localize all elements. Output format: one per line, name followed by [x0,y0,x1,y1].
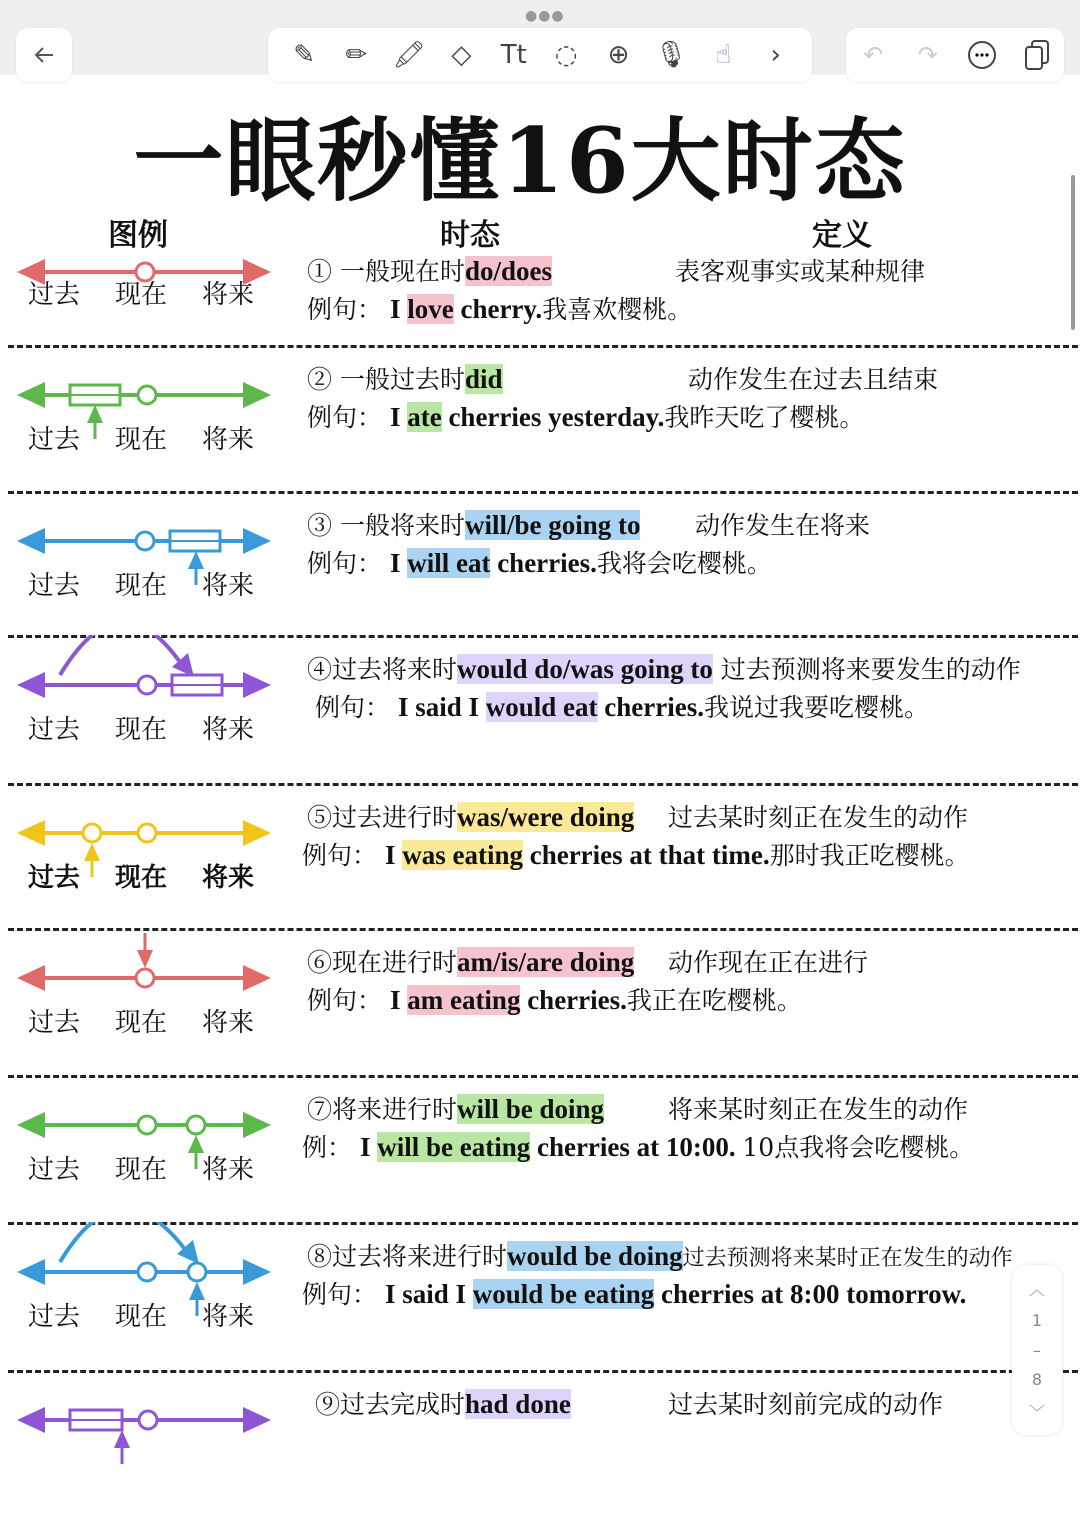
example-sentence [302,1275,966,1311]
example-text: I [384,840,403,870]
tense-name: ④过去将来时 [307,655,458,684]
scrollbar[interactable] [1071,175,1075,330]
example-text: I [389,985,408,1015]
example-text: 例句： [307,986,390,1015]
pen-icon[interactable]: ✎ [293,40,316,70]
timeline-label: 将来 [202,1008,255,1038]
page-up-icon[interactable]: ︿ [1028,1280,1045,1299]
back-button[interactable] [16,28,72,82]
arrow-right-icon [243,1112,271,1138]
timeline-label: 将来 [202,425,255,455]
tense-title [307,798,634,834]
arrow-left-icon [17,382,45,408]
tense-name: ⑦将来进行时 [307,1095,458,1124]
tense-row [0,928,1080,1074]
tense-form: will/be going to [464,510,641,540]
example-text: I [389,548,408,578]
chevron-right-icon[interactable]: › [770,40,781,70]
timeline-label: 过去 [28,571,81,601]
arrow-down-icon [137,950,153,968]
time-point [138,1116,156,1134]
example-text: cherries. [490,548,597,578]
more-icon[interactable] [964,37,1000,73]
tense-definition: 过去预测将来要发生的动作 [712,655,1021,684]
highlighter-icon[interactable]: 🖍 [392,40,426,70]
tense-form: had done [465,1389,571,1419]
timeline-diagram [0,1222,290,1368]
time-point [138,824,156,842]
example-text: 那时我正吃樱桃。 [769,841,970,870]
example-text: 例句： [315,693,398,722]
example-text: 例句： [302,841,385,870]
timeline-labels [28,857,254,894]
example-text: I [389,294,408,324]
tense-row [0,345,1080,491]
tense-title [307,650,1021,686]
redo-icon[interactable]: ↷ [917,41,938,69]
timeline-diagram [0,1370,290,1516]
arrow-right-icon [243,672,271,698]
example-text: cherries at 10:00. [530,1132,743,1162]
timeline-diagram [0,1075,290,1221]
tense-name: ③ 一般将来时 [307,511,465,540]
example-text: cherry. [453,294,543,324]
undo-icon[interactable]: ↶ [863,41,884,69]
example-text: 例句： [307,549,390,578]
timeline-labels [28,1149,254,1186]
example-text: I [359,1132,378,1162]
tense-row [0,1370,1080,1516]
timeline-labels [28,1002,254,1039]
tense-definition: 将来某时刻正在发生的动作 [668,1095,969,1124]
arc-arrow [60,635,182,675]
timeline-label: 现在 [115,1008,168,1038]
example-text: 例： [302,1133,360,1162]
time-point [136,969,154,987]
arrow-left-icon [17,820,45,846]
example-text: 10点我将会吃樱桃。 [742,1133,975,1162]
tense-form: am/is/are doing [457,947,635,977]
example-sentence [307,544,772,580]
example-text: 例句： [307,403,390,432]
tense-title [307,360,503,396]
tense-definition: 动作现在正在进行 [668,948,869,977]
highlighted-verb: will eat [407,548,491,578]
tense-definition: 过去某时刻前完成的动作 [668,1390,944,1419]
timeline-labels [28,1296,254,1333]
add-icon[interactable]: ⊕ [607,40,630,70]
time-point [136,532,154,550]
example-text: cherries at 8:00 tomorrow. [654,1279,967,1309]
pages-icon[interactable] [1019,37,1055,73]
lasso-icon[interactable]: ◌ [554,40,578,70]
example-text: cherries at that time. [522,840,770,870]
header-definition: 定义 [812,218,872,253]
example-sentence [302,1128,974,1164]
tense-row [0,783,1080,929]
example-sentence [307,398,864,434]
arrow-left-icon [17,1112,45,1138]
timeline-label: 过去 [28,1008,81,1038]
timeline-label: 现在 [115,425,168,455]
tense-form: did [464,364,503,394]
example-text: I said I [384,1279,473,1309]
eraser-icon[interactable]: ◇ [451,40,472,70]
example-sentence [315,688,929,724]
example-text: I [389,402,408,432]
timeline-label: 过去 [28,715,81,745]
arrow-left-icon [17,1407,45,1433]
tool-bar [268,28,812,82]
timeline-labels [28,565,254,602]
tense-definition: 过去某时刻正在发生的动作 [668,803,969,832]
example-sentence [307,290,692,326]
tense-form: was/were doing [457,802,635,832]
time-point [139,1411,157,1429]
timeline-diagram [0,928,290,1074]
highlighted-verb: love [407,294,454,324]
example-sentence [302,836,970,872]
microphone-icon[interactable]: 🎙 [654,40,688,70]
timeline-labels [28,274,254,311]
time-point [187,1116,205,1134]
tense-definition: 表客观事实或某种规律 [675,257,926,286]
arrow-left-icon [17,528,45,554]
example-text: 我说过我要吃樱桃。 [703,693,929,722]
tense-form: would be doing [507,1241,683,1271]
arrow-right-icon [243,382,271,408]
timeline-diagram [0,783,290,929]
arrow-left-icon [17,1259,45,1285]
tense-definition: 动作发生在过去且结束 [688,365,939,394]
timeline-diagram [0,345,290,491]
tense-definition: 过去预测将来某时正在发生的动作 [682,1246,1013,1271]
example-text: cherries yesterday. [441,402,665,432]
tense-name: ① 一般现在时 [307,257,465,286]
timeline-label: 过去 [28,1302,81,1332]
time-point [138,1263,156,1281]
arrow-left-icon [31,42,57,68]
tense-title [315,1385,571,1421]
arc-arrow [60,1222,187,1262]
time-point [188,1263,206,1281]
text-icon[interactable]: Tt [500,40,527,70]
highlighted-verb: am eating [407,985,521,1015]
example-text: I said I [397,692,486,722]
pencil-icon[interactable]: ✏ [345,40,368,70]
time-point [138,676,156,694]
header-tense: 时态 [440,218,500,253]
arrow-right-icon [243,1259,271,1285]
highlighted-verb: would eat [485,692,598,722]
tense-name: ⑧过去将来进行时 [307,1242,508,1271]
tense-form: do/does [464,256,552,286]
action-bar [846,28,1064,82]
page-navigator [1012,1265,1062,1435]
timeline-labels [28,709,254,746]
timeline-label: 将来 [202,1155,255,1185]
timeline-label: 过去 [28,1155,81,1185]
page-title: 一眼秒懂16大时态 [133,108,907,214]
tense-definition: 动作发生在将来 [695,511,871,540]
timeline-label: 现在 [115,1155,168,1185]
timeline-diagram [0,491,290,637]
timeline-label: 将来 [202,1302,255,1332]
timeline-label: 过去 [28,425,81,455]
tense-name: ⑥现在进行时 [307,948,458,977]
timeline-label: 现在 [115,280,168,310]
example-text: 例句： [302,1280,385,1309]
time-point [83,824,101,842]
highlighted-verb: will be eating [377,1132,531,1162]
timeline-label: 将来 [202,863,255,893]
timeline-label: 现在 [115,715,168,745]
tense-title [307,506,640,542]
arrow-left-icon [17,672,45,698]
tense-title [307,252,552,288]
tense-title [307,943,634,979]
tense-row [0,491,1080,637]
header-legend: 图例 [108,218,168,253]
tense-row [0,1075,1080,1221]
tense-row [0,635,1080,781]
timeline-label: 现在 [115,863,168,893]
example-text: 我昨天吃了樱桃。 [664,403,865,432]
timeline-label: 过去 [28,863,81,893]
arrow-right-icon [243,820,271,846]
tense-row [0,1222,1080,1368]
timeline-labels [28,419,254,456]
example-sentence [307,981,802,1017]
arrow-right-icon [243,965,271,991]
example-text: cherries. [520,985,627,1015]
page-separator: – [1033,1340,1041,1360]
current-page: 1 [1031,1310,1043,1330]
time-point [138,386,156,404]
arrow-right-icon [243,528,271,554]
timeline-diagram [0,635,290,781]
highlighted-verb: would be eating [472,1279,655,1309]
tense-name: ⑤过去进行时 [307,803,458,832]
timeline-label: 现在 [115,1302,168,1332]
timeline-label: 现在 [115,571,168,601]
hand-pointer-icon[interactable]: ☝ [715,40,732,70]
timeline-label: 将来 [202,571,255,601]
example-text: 我喜欢樱桃。 [542,295,693,324]
timeline-label: 将来 [202,280,255,310]
arrow-right-icon [243,1407,271,1433]
highlighted-verb: ate [407,402,442,432]
arrow-left-icon [17,965,45,991]
total-pages: 8 [1031,1370,1043,1390]
tense-title [307,1090,604,1126]
highlighted-verb: was eating [402,840,523,870]
example-text: 我正在吃樱桃。 [626,986,802,1015]
tense-name: ② 一般过去时 [307,365,465,394]
timeline-label: 将来 [202,715,255,745]
example-text: 例句： [307,295,390,324]
example-text: cherries. [597,692,704,722]
tense-form: will be doing [457,1094,605,1124]
arrow-up-icon [114,1430,130,1448]
tense-form: would do/was going to [457,654,713,684]
timeline-label: 过去 [28,280,81,310]
tense-name: ⑨过去完成时 [315,1390,466,1419]
drag-handle-icon[interactable]: ●●● [525,8,565,24]
tense-title [307,1237,1013,1273]
example-text: 我将会吃樱桃。 [596,549,772,578]
page-down-icon[interactable]: ﹀ [1028,1403,1045,1422]
